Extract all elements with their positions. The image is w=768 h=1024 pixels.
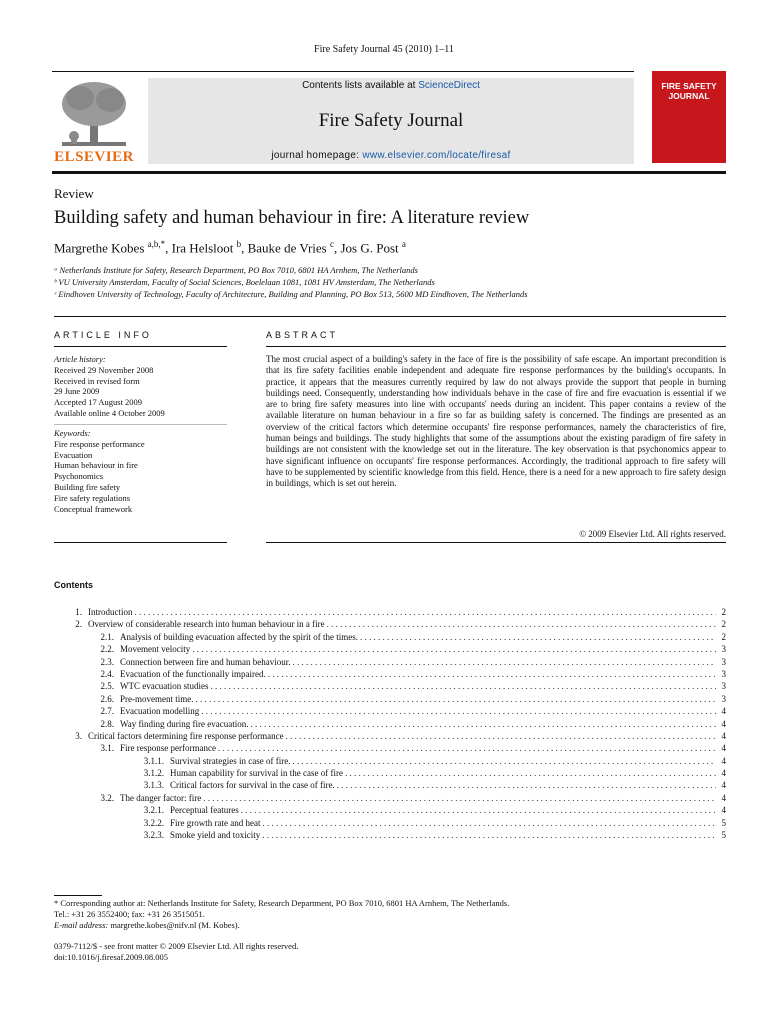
toc-leader-dots xyxy=(193,693,716,705)
article-info-heading: ARTICLE INFO xyxy=(54,330,152,340)
toc-entry-title[interactable]: Movement velocity xyxy=(120,644,191,655)
toc-entry[interactable] xyxy=(54,705,726,717)
toc-entry-page: 3 xyxy=(721,693,726,704)
toc-entry-title[interactable]: Way finding during fire evacuation. xyxy=(120,718,249,729)
journal-homepage-link[interactable]: www.elsevier.com/locate/firesaf xyxy=(362,150,511,161)
toc-entry-title[interactable]: Fire response performance xyxy=(120,743,216,754)
toc-entry-title[interactable]: Critical factors determining fire response performance xyxy=(88,730,284,741)
toc-entry-number: 3.1.3. xyxy=(143,780,164,791)
article-type: Review xyxy=(54,186,94,201)
journal-cover-thumbnail xyxy=(652,71,726,163)
toc-entry[interactable] xyxy=(54,817,726,829)
author-name[interactable]: Jos G. Post xyxy=(340,240,399,256)
keywords-divider xyxy=(54,424,227,425)
journal-name: Fire Safety Journal xyxy=(318,110,464,131)
header-bottom-rule xyxy=(52,171,726,174)
author-affiliation-mark: c xyxy=(329,239,334,249)
toc-entry-title[interactable]: WTC evacuation studies xyxy=(120,681,209,692)
cover-title: FIRE SAFETY JOURNAL xyxy=(661,81,717,101)
keyword: Evacuation xyxy=(54,449,93,460)
toc-entry-number: 3.2.3. xyxy=(143,830,164,841)
toc-entry-number: 3.2.1. xyxy=(143,805,164,816)
contents-prefix: Contents lists available at xyxy=(302,80,419,91)
toc-leader-dots xyxy=(199,705,716,717)
abstract-rule xyxy=(266,346,726,347)
toc-entry-title[interactable]: Evacuation of the functionally impaired. xyxy=(120,668,266,679)
toc-leader-dots xyxy=(208,680,716,692)
toc-entry[interactable] xyxy=(54,668,726,680)
author-name[interactable]: Bauke de Vries xyxy=(247,240,327,256)
email-address[interactable]: margrethe.kobes@nifv.nl (M. Kobes). xyxy=(108,920,240,930)
sciencedirect-link[interactable]: ScienceDirect xyxy=(418,80,480,91)
toc-leader-dots xyxy=(325,618,716,630)
toc-entry-page: 5 xyxy=(721,817,726,828)
toc-entry[interactable] xyxy=(54,755,726,767)
author-affiliation-mark: a xyxy=(401,239,406,249)
toc-entry[interactable] xyxy=(54,680,726,692)
toc-entry-title[interactable]: Connection between fire and human behaviour. xyxy=(120,656,291,667)
toc-entry-title[interactable]: The danger factor: fire xyxy=(120,792,202,803)
abstract-copyright: © 2009 Elsevier Ltd. All rights reserved. xyxy=(579,529,726,539)
toc-entry-title[interactable]: Analysis of building evacuation affected by the spirit of the times. xyxy=(120,631,359,642)
toc-entry-page: 3 xyxy=(721,644,726,655)
toc-entry-number: 2.3. xyxy=(100,656,114,667)
author-name[interactable]: Ira Helsloot xyxy=(171,240,234,256)
toc-leader-dots xyxy=(216,742,716,754)
toc-entry-number: 2.6. xyxy=(100,693,114,704)
abstract-heading: ABSTRACT xyxy=(266,330,339,340)
toc-leader-dots xyxy=(358,631,716,643)
affiliation: ᵇ VU University Amsterdam, Faculty of Social Sciences, Boelelaan 1081, 1081 HV Amsterdam, The Netherlands xyxy=(54,277,435,287)
toc-leader-dots xyxy=(290,656,716,668)
toc-entry-page: 2 xyxy=(721,619,726,630)
toc-leader-dots xyxy=(266,668,716,680)
toc-entry-page: 4 xyxy=(721,706,726,717)
toc-entry-number: 3.2. xyxy=(100,792,114,803)
history-item: Accepted 17 August 2009 xyxy=(54,397,143,408)
toc-entry-number: 3. xyxy=(75,730,82,741)
history-item: Received 29 November 2008 xyxy=(54,364,154,375)
toc-entry-title[interactable]: Evacuation modelling xyxy=(120,706,200,717)
doi-link[interactable]: doi:10.1016/j.firesaf.2009.08.005 xyxy=(54,952,169,962)
abstract-bottom-rule xyxy=(266,542,726,543)
keyword: Human behaviour in fire xyxy=(54,460,138,471)
abstract-text: The most crucial aspect of a building's safety in the face of fire is the possibility of safe escape. An important precondition is that its fire safety facilities enable independent and adequate fire response performances by the building's occupants. In practice, it appears that the measures currently required by law do not always provide the support that people in burning buildings need. Consequently, understanding how individuals behave in the case of fire and fire evacuation is essential if we are to bring fire safety measures into line with occupants' needs during an incident. This paper contains a review of the available literature on human behaviour in a fire so far as building safety is concerned. The findings are presented as an overview of the critical factors which determine occupants' fire response performances, namely the characteristics of fire, human beings and buildings. The study highlights that some of the assumptions about the existing paradigm of fire safety in buildings are not consistent with the knowledge set out in the literature. The key observation is that psychonomics appear to have significant influence on occupants' fire response performances. Accordingly, the traditional approach to fire safety will have to be supplemented by scientific knowledge from this field. Hence, there is a need for a new approach to fire safety design in buildings, which is set out herein. xyxy=(266,354,726,489)
toc-entry-number: 3.2.2. xyxy=(143,817,164,828)
phone-fax: Tel.: +31 26 3552400; fax: +31 26 3515051. xyxy=(54,909,205,919)
header-top-rule xyxy=(52,71,634,72)
toc-entry[interactable] xyxy=(54,643,726,655)
toc-entry-page: 3 xyxy=(721,656,726,667)
toc-entry-page: 4 xyxy=(721,780,726,791)
table-of-contents xyxy=(54,606,726,841)
toc-entry[interactable] xyxy=(54,767,726,779)
toc-entry[interactable] xyxy=(54,693,726,705)
affiliation: ᶜ Eindhoven University of Technology, Faculty of Architecture, Building and Planning, PO Box 513, 5600 MD Eindhoven, The Netherlands xyxy=(54,289,528,299)
keywords-label: Keywords: xyxy=(54,428,91,438)
publisher-name: ELSEVIER xyxy=(54,149,134,165)
toc-entry[interactable] xyxy=(54,742,726,754)
article-history xyxy=(54,354,227,419)
toc-entry[interactable] xyxy=(54,606,726,618)
author-affiliation-mark: b xyxy=(236,239,242,249)
keyword: Conceptual framework xyxy=(54,503,133,514)
toc-entry-title[interactable]: Overview of considerable research into human behaviour in a fire xyxy=(88,619,325,630)
history-label: Article history: xyxy=(54,354,106,364)
toc-leader-dots xyxy=(201,792,716,804)
article-info-bottom-rule xyxy=(54,542,227,543)
toc-entry[interactable] xyxy=(54,631,726,643)
toc-entry-title[interactable]: Human capability for survival in the case of fire xyxy=(170,768,343,779)
keyword: Psychonomics xyxy=(54,471,104,482)
toc-entry-number: 2.5. xyxy=(100,681,114,692)
toc-entry-number: 3.1.2. xyxy=(143,768,164,779)
toc-entry-title[interactable]: Pre-movement time. xyxy=(120,693,194,704)
toc-entry[interactable] xyxy=(54,718,726,730)
keyword: Building fire safety xyxy=(54,481,121,492)
affiliation: ᵃ Netherlands Institute for Safety, Research Department, PO Box 7010, 6801 HA Arnhem, The Netherlands xyxy=(54,265,418,275)
toc-leader-dots xyxy=(343,767,716,779)
toc-leader-dots xyxy=(290,755,716,767)
toc-entry-number: 3.1. xyxy=(100,743,114,754)
author-list: Margrethe Kobes $^{a,b,*}$, Ira Helsloot $^b$, Bauke de Vries $^c$, Jos G. Post $^a$ xyxy=(54,239,406,256)
toc-entry-page: 4 xyxy=(721,755,726,766)
toc-leader-dots xyxy=(260,817,716,829)
article-title: Building safety and human behaviour in fire: A literature review xyxy=(54,208,530,228)
toc-entry-number: 3.1.1. xyxy=(143,755,164,766)
corresponding-author-note: * Corresponding author at: Netherlands Institute for Safety, Research Department, PO Box 7010, 6801 HA Arnhem, The Netherlands. xyxy=(54,898,510,908)
toc-entry[interactable] xyxy=(54,829,726,841)
issn-doi-block xyxy=(54,941,298,963)
history-item: Available online 4 October 2009 xyxy=(54,407,165,418)
toc-leader-dots xyxy=(248,718,716,730)
contents-available-line xyxy=(148,80,634,91)
toc-entry-page: 4 xyxy=(721,718,726,729)
toc-entry-number: 2.1. xyxy=(100,631,114,642)
toc-leader-dots xyxy=(284,730,716,742)
toc-entry-page: 2 xyxy=(721,607,726,617)
contents-heading: Contents xyxy=(54,580,93,590)
toc-entry[interactable] xyxy=(54,804,726,816)
toc-entry-number: 2.2. xyxy=(100,644,114,655)
author-name[interactable]: Margrethe Kobes xyxy=(54,240,145,256)
email-label: E-mail address: xyxy=(54,920,109,930)
issn-line: 0379-7112/$ - see front matter © 2009 Elsevier Ltd. All rights reserved. xyxy=(54,941,299,951)
toc-leader-dots xyxy=(190,643,716,655)
toc-entry-title[interactable]: Perceptual features xyxy=(170,805,239,816)
toc-leader-dots xyxy=(239,804,716,816)
email-line xyxy=(54,920,726,931)
toc-entry-page: 3 xyxy=(721,681,726,692)
toc-entry-number: 1. xyxy=(75,607,82,617)
toc-entry[interactable] xyxy=(54,618,726,630)
toc-entry-number: 2.7. xyxy=(100,706,114,717)
toc-entry-page: 4 xyxy=(721,768,726,779)
toc-entry-page: 5 xyxy=(721,830,726,841)
toc-entry-title[interactable]: Critical factors for survival in the case of fire. xyxy=(170,780,335,791)
toc-entry-number: 2. xyxy=(75,619,82,630)
toc-entry-page: 4 xyxy=(721,730,726,741)
toc-entry[interactable] xyxy=(54,779,726,791)
toc-entry-title[interactable]: Introduction xyxy=(88,607,133,617)
toc-entry[interactable] xyxy=(54,792,726,804)
history-item: 29 June 2009 xyxy=(54,386,100,397)
toc-entry-page: 4 xyxy=(721,743,726,754)
toc-entry-page: 2 xyxy=(721,631,726,642)
toc-entry-title[interactable]: Fire growth rate and heat xyxy=(170,817,261,828)
article-info-rule xyxy=(54,346,227,347)
toc-entry[interactable] xyxy=(54,656,726,668)
journal-homepage-line xyxy=(148,150,634,161)
toc-entry[interactable] xyxy=(54,730,726,742)
history-item: Received in revised form xyxy=(54,375,140,386)
footnote xyxy=(54,898,726,931)
toc-entry-title[interactable]: Survival strategies in case of fire. xyxy=(170,755,291,766)
keywords-list xyxy=(54,428,227,514)
toc-leader-dots xyxy=(335,779,716,791)
homepage-prefix: journal homepage: xyxy=(271,150,363,161)
author-affiliation-mark: a,b,* xyxy=(147,239,166,249)
journal-reference: Fire Safety Journal 45 (2010) 1–11 xyxy=(314,44,454,55)
toc-leader-dots xyxy=(133,606,717,618)
toc-entry-page: 3 xyxy=(721,668,726,679)
toc-entry-number: 2.4. xyxy=(100,668,114,679)
keyword: Fire safety regulations xyxy=(54,492,131,503)
toc-entry-number: 2.8. xyxy=(100,718,114,729)
footnote-rule xyxy=(54,895,102,896)
section-divider xyxy=(54,316,726,317)
keyword: Fire response performance xyxy=(54,438,145,449)
toc-entry-page: 4 xyxy=(721,792,726,803)
toc-leader-dots xyxy=(260,829,716,841)
toc-entry-title[interactable]: Smoke yield and toxicity xyxy=(170,830,261,841)
toc-entry-page: 4 xyxy=(721,805,726,816)
